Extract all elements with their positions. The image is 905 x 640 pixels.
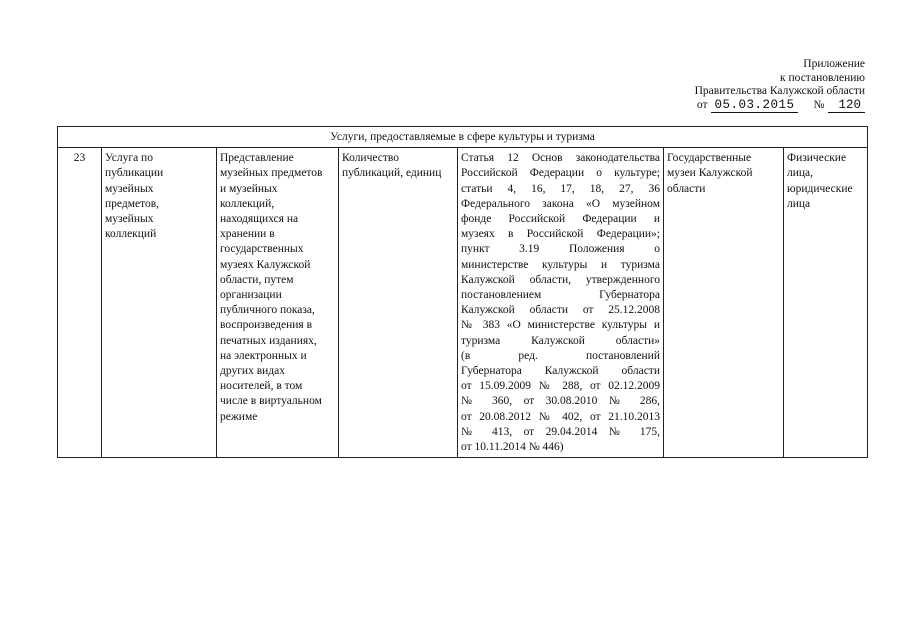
service-name-cell [102, 148, 217, 458]
legal-line: туризма Калужской области» [461, 334, 660, 347]
service-line: Услуга по [105, 152, 153, 165]
legal-line: Калужской области, утвержденного [461, 273, 660, 286]
table-row [58, 148, 868, 458]
recipient-line: лица [787, 197, 811, 210]
services-table [57, 126, 868, 458]
table-title-row [58, 127, 868, 148]
legal-line: Губернатора Калужской области [461, 365, 660, 378]
description-line: находящихся на [220, 213, 299, 226]
appendix-title: Приложение [803, 58, 865, 70]
description-line: воспроизведения в [220, 319, 313, 332]
recipient-line: юридические [787, 182, 853, 195]
legal-line: от 15.09.2009 № 288, от 02.12.2009 [461, 380, 660, 393]
description-line: других видах [220, 365, 285, 378]
appendix-government: Правительства Калужской области [694, 85, 865, 97]
service-line: публикации [105, 167, 164, 180]
service-description-cell [217, 148, 339, 458]
legal-line: Калужской области от 25.12.2008 [461, 304, 660, 317]
date-prefix: от [696, 98, 708, 111]
description-line: государственных [220, 243, 304, 256]
service-line: музейных [105, 213, 154, 226]
legal-line: Статья 12 Основ законодательства [461, 152, 660, 165]
description-line: коллекций, [220, 197, 275, 210]
appendix-resolution-ref: к постановлению [780, 71, 865, 84]
resolution-date: 05.03.2015 [711, 99, 797, 114]
legal-line: пункт 3.19 Положения о [461, 243, 660, 256]
legal-line: Российской Федерации о культуре; [461, 167, 660, 180]
description-line: музеях Калужской [220, 258, 311, 271]
description-line: режиме [220, 410, 258, 423]
recipient-line: лица, [787, 167, 814, 180]
legal-basis-cell [458, 148, 664, 458]
legal-line: статьи 4, 16, 17, 18, 27, 36 [461, 182, 660, 195]
appendix-date-line [605, 99, 865, 114]
description-line: публичного показа, [220, 304, 315, 317]
description-line: печатных изданиях, [220, 334, 317, 347]
service-line: коллекций [105, 228, 157, 241]
providers-cell [664, 148, 784, 458]
service-line: музейных [105, 182, 154, 195]
legal-line: № 413, от 29.04.2014 № 175, [461, 425, 660, 438]
description-line: музейных предметов [220, 167, 323, 180]
service-line: предметов, [105, 197, 160, 210]
legal-line: музеях в Российской Федерации»; [461, 228, 660, 241]
legal-line: (в ред. постановлений [461, 349, 660, 362]
provider-line: области [667, 182, 706, 195]
unit-line: публикаций, единиц [342, 167, 442, 180]
provider-line: Государственные [667, 152, 752, 165]
legal-line: постановлением Губернатора [461, 289, 660, 302]
description-line: числе в виртуальном [220, 395, 322, 408]
legal-line: Федерального закона «О музейном [461, 197, 660, 210]
description-line: организации [220, 289, 282, 302]
table-title: Услуги, предоставляемые в сфере культуры и туризма [58, 127, 868, 148]
description-line: и музейных [220, 182, 278, 195]
description-line: носителей, в том [220, 380, 303, 393]
description-line: на электронных и [220, 349, 307, 362]
provider-line: музеи Калужской [667, 167, 753, 180]
legal-line: от 20.08.2012 № 402, от 21.10.2013 [461, 410, 660, 423]
description-line: области, путем [220, 273, 294, 286]
legal-line: фонде Российской Федерации и [461, 213, 660, 226]
recipients-cell [784, 148, 868, 458]
recipient-line: Физические [787, 152, 847, 165]
unit-line: Количество [342, 152, 399, 165]
description-line: Представление [220, 152, 294, 165]
row-number: 23 [58, 148, 102, 458]
legal-line: от 10.11.2014 № 446) [461, 441, 564, 454]
unit-cell [339, 148, 458, 458]
legal-line: № 383 «О министерстве культуры и [461, 319, 660, 332]
description-line: хранении в [220, 228, 275, 241]
legal-line: министерстве культуры и туризма [461, 258, 660, 271]
appendix-header [605, 58, 865, 113]
number-prefix: № [813, 98, 825, 111]
resolution-number: 120 [828, 99, 865, 114]
legal-line: № 360, от 30.08.2010 № 286, [461, 395, 660, 408]
